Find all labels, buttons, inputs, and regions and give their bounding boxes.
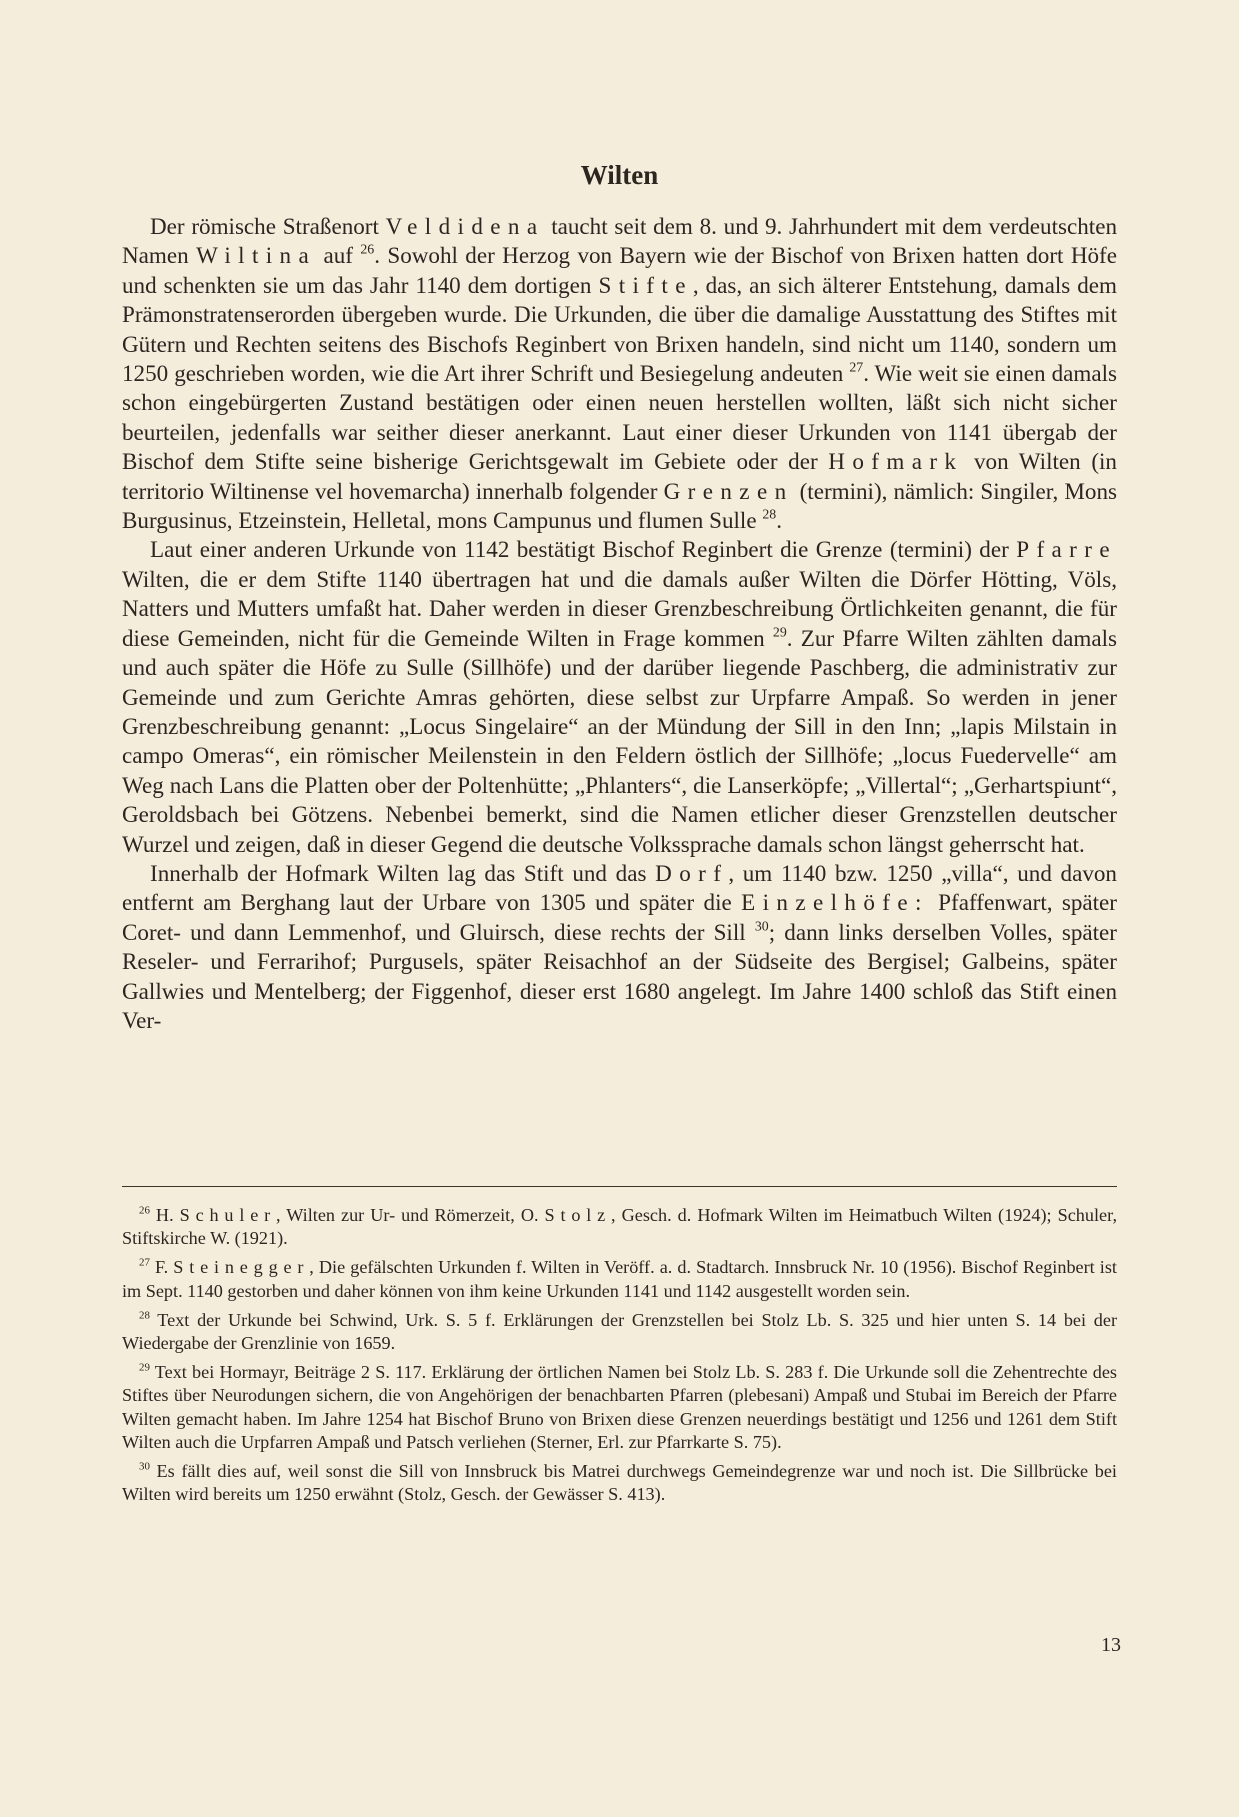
spaced-term: Dorf: [655, 859, 729, 886]
text-run: Pfaffenwart, später Coret- und dann Lemmenhof, und Gluirsch, diese rechts der Sill: [122, 889, 1118, 945]
text-run: ; dann links derselben Volles, später Reseler- und Ferrarihof; Purgusels, später Reisachhof an der Südseite des Bergisel; Galbeins, später Gallwies und Mentelberg; der Figgenhof, dieser erst 1680 angelegt. Im Jahre 1400 schloß das Stift einen Ver-: [122, 918, 1117, 1033]
spaced-term: Stifte: [598, 271, 693, 298]
body-paragraph: [122, 859, 1117, 1035]
spaced-term: Schuler: [179, 1205, 276, 1225]
footnote: [122, 1460, 1117, 1506]
footnote-ref: 29: [772, 624, 787, 639]
footnote-ref: 27: [139, 1256, 150, 1269]
text-run: , das, an sich älterer Entstehung, damals dem Prämonstratenserorden übergeben wurde. Die Urkunden, die über die damalige Ausstattung des Stiftes mit Gütern und Rechten seitens des Bischofs Reginbert von Brixen handeln, sind nicht um 1140, sondern um 1250 geschrieben worden, wie die Art ihrer Schrift und Besiegelung andeuten: [122, 271, 1117, 387]
text-run: Der römische Straßenort: [150, 213, 386, 239]
spaced-term: Einzelhöfe:: [741, 889, 929, 916]
text-run: taucht seit dem 8. und 9. Jahrhundert mit dem verdeutschten Namen: [122, 213, 1118, 269]
page-number: 13: [1101, 1634, 1121, 1656]
footnote-ref: 28: [139, 1309, 150, 1322]
text-run: Text der Urkunde bei Schwind, Urk. S. 5 f. Erklärungen der Grenzstellen bei Stolz Lb. S. 325 und hier unten S. 14 bei der Wiedergabe der Grenzlinie von 1659.: [122, 1309, 1117, 1354]
footnote: [122, 1309, 1117, 1355]
footnote: [122, 1361, 1117, 1454]
footnote-ref: 30: [754, 918, 769, 934]
spaced-term: Grenzen: [663, 477, 794, 504]
text-run: . Wie weit sie einen damals schon eingebürgerten Zustand bestätigen oder einen neuen herstellen wollten, läßt sich nicht sicher beurteilen, jedenfalls war seither dieser anerkannt. Laut einer dieser Urkunden von 1141 übergab der Bischof dem Stifte seine bisherige Gerichtsgewalt im Gebiete oder der: [122, 360, 1117, 475]
body-paragraph: [122, 212, 1117, 535]
spaced-term: Stolz: [544, 1205, 612, 1225]
spaced-term: Pfarre: [1016, 536, 1117, 563]
text-run: . Sowohl der Herzog von Bayern wie der Bischof von Brixen hatten dort Höfe und schenkten sie um das Jahr 1140 dem dortigen: [122, 242, 1117, 298]
footnote-divider: [122, 1186, 1117, 1187]
text-run: . Zur Pfarre Wilten zählten damals und auch später die Höfe zu Sulle (Sillhöfe) und der darüber liegende Paschberg, die administrativ zur Gemeinde und zum Gerichte Amras gehörten, diese selbst zur Urpfarre Ampaß. So werden in jener Grenzbeschreibung genannt: „Locus Singelaire“ an der Mündung der Sill in den Inn; „lapis Milstain in campo Omeras“, ein römischer Meilenstein in den Feldern östlich der Sillhöfe; „locus Fuedervelle“ am Weg nach Lans die Platten ober der Poltenhütte; „Phlanters“, die Lanserköpfe; „Villertal“; „Gerhartspiunt“, Geroldsbach bei Götzens. Nebenbei bemerkt, sind die Namen etlicher dieser Grenzstellen deutscher Wurzel und zeigen, daß in dieser Gegend die deutsche Volkssprache damals schon längst geherrscht hat.: [122, 624, 1117, 857]
footnote-ref: 27: [849, 359, 864, 375]
text-run: Text bei Hormayr, Beiträge 2 S. 117. Erklärung der örtlichen Namen bei Stolz Lb. S. 283 f. Die Urkunde soll die Zehentrechte des Stiftes über Neurodungen sichern, die von Angehörigen der benachbarten Pfarren (plebesani) Ampaß und Stubai im Bereich der Pfarre Wilten gemacht haben. Im Jahre 1254 hat Bischof Bruno von Brixen diese Grenzen neuerdings bestätigt und 1256 und 1261 dem Stift Wilten auch die Urpfarren Ampaß und Patsch verliehen (Sterner, Erl. zur Pfarrkarte S. 75).: [122, 1362, 1117, 1452]
text-run: .: [776, 507, 783, 534]
text-run: F.: [149, 1257, 174, 1278]
footnote: [122, 1256, 1117, 1302]
footnote-ref: 30: [139, 1460, 150, 1473]
spaced-term: Steinegger: [173, 1257, 310, 1278]
footnote-ref: 26: [139, 1204, 150, 1217]
text-run: von Wilten (in territorio Wiltinense vel hovemarcha) innerhalb folgender: [122, 448, 1117, 504]
text-run: Laut einer anderen Urkunde von 1142 bestätigt Bischof Reginbert die Grenze (termini) der: [150, 536, 1017, 563]
main-text: [122, 212, 1117, 1035]
text-run: , Die gefälschten Urkunden f. Wilten in Veröff. a. d. Stadtarch. Innsbruck Nr. 10 (1956). Bischof Reginbert ist im Sept. 1140 gestorben und daher können von ihm keine Urkunden 1141 und 1142 ausgestellt worden sein.: [122, 1257, 1117, 1301]
footnote-ref: 28: [762, 506, 777, 522]
text-run: , Wilten zur Ur- und Römerzeit, O.: [275, 1205, 545, 1225]
spaced-term: Hofmark: [828, 448, 964, 475]
text-run: auf: [316, 242, 361, 269]
footnote: [122, 1204, 1117, 1250]
body-paragraph: [122, 535, 1117, 858]
page-title: Wilten: [580, 160, 659, 190]
text-run: Es fällt dies auf, weil sonst die Sill von Innsbruck bis Matrei durchwegs Gemeindegrenze war und noch ist. Die Sillbrücke bei Wilten wird bereits um 1250 erwähnt (Stolz, Gesch. der Gewässer S. 413).: [122, 1461, 1117, 1505]
footnote-ref: 26: [360, 241, 375, 257]
text-run: (termini), nämlich: Singiler, Mons Burgusinus, Etzeinstein, Helletal, mons Campunus und flumen Sulle: [122, 477, 1117, 534]
footnote-ref: 29: [139, 1361, 150, 1374]
text-run: , Gesch. d. Hofmark Wilten im Heimatbuch Wilten (1924); Schuler, Stiftskirche W. (1921).: [122, 1205, 1117, 1249]
text-run: Wilten, die er dem Stifte 1140 übertragen hat und die damals außer Wilten die Dörfer Hötting, Völs, Natters und Mutters umfaßt hat. Daher werden in dieser Grenzbeschreibung Örtlichkeiten genannt, die für diese Gemeinden, nicht für die Gemeinde Wilten in Frage kommen: [122, 565, 1117, 651]
text-run: , um 1140 bzw. 1250 „villa“, und davon entfernt am Berghang laut der Urbare von 1305 und später die: [122, 859, 1117, 916]
spaced-term: Wiltina: [196, 242, 317, 269]
spaced-term: Veldidena: [385, 213, 545, 239]
footnotes: [122, 1204, 1117, 1512]
text-run: H.: [149, 1205, 180, 1225]
text-run: Innerhalb der Hofmark Wilten lag das Stift und das: [150, 859, 656, 886]
